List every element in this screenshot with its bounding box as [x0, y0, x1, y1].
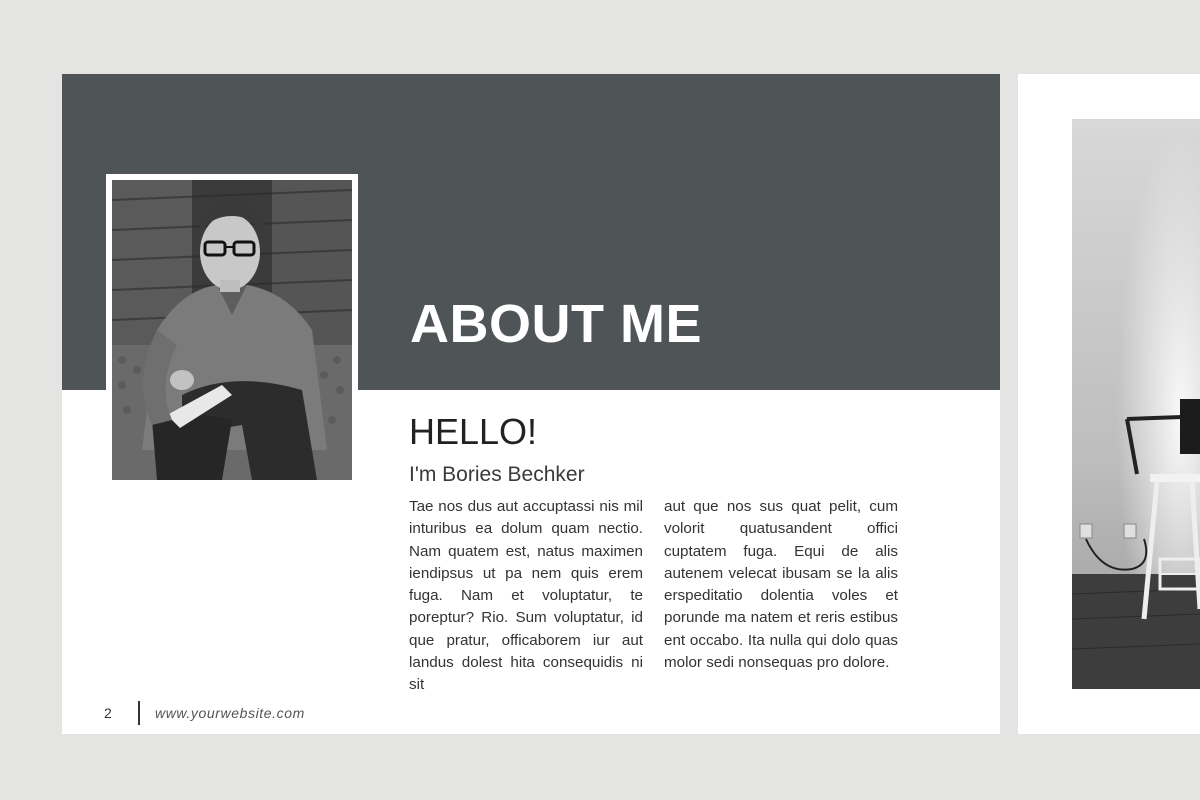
page-title: ABOUT ME: [410, 294, 702, 354]
slide-page: [62, 74, 1000, 734]
profile-photo-frame: [106, 174, 358, 486]
footer-divider: [138, 701, 140, 725]
author-name: I'm Bories Bechker: [409, 463, 585, 486]
website-url: www.yourwebsite.com: [155, 705, 305, 721]
greeting-heading: HELLO!: [409, 411, 538, 452]
profile-photo: [112, 180, 352, 480]
workspace-photo: [1072, 119, 1200, 689]
next-slide-preview: [1018, 74, 1200, 734]
body-text-column-right: aut que nos sus quat pelit, cum volorit quatusandent offici cuptatem fuga. Equi de alis autenem velecat ibusam se la alis erspeditatio dolentia voles et porunde ma natem et reris estibus ent occabo. Ita nulla qui dolo quas molor sedi nonsequas pro dolore.: [664, 498, 898, 672]
body-text-column-left: Tae nos dus aut accuptassi nis mil inturibus ea dolum quam nectio. Nam quatem est, natus maximen iendipsus ut pa nem quis erem fuga. Nam et voluptatur, te poreptur? Rio. Sum voluptatur, id que pratur, officaborem iur aut landus dolest hita consequidis ni sit: [409, 498, 643, 694]
page-number: 2: [104, 705, 112, 721]
